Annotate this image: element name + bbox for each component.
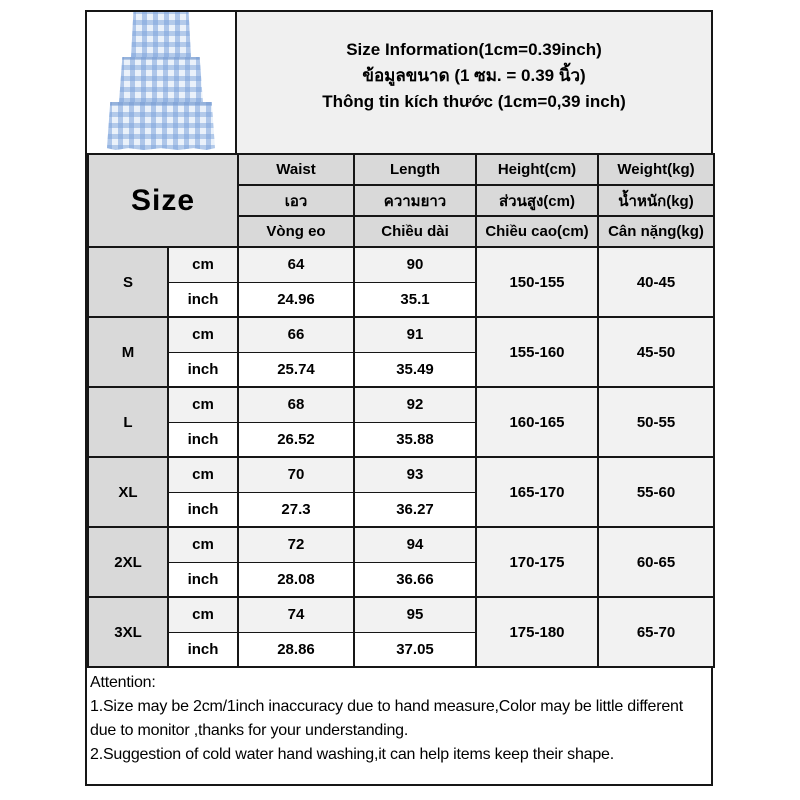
header-row-english xyxy=(88,154,714,185)
unit-inch: inch xyxy=(168,352,238,387)
unit-inch: inch xyxy=(168,282,238,317)
size-chart-sheet xyxy=(85,10,713,786)
title-thai: ข้อมูลขนาด (1 ซม. = 0.39 นิ้ว) xyxy=(362,65,586,85)
attention-note-1: 1.Size may be 2cm/1inch inaccuracy due to hand measure,Color may be little different due to monitor ,thanks for your understanding. xyxy=(90,698,683,739)
waist-inch-value: 28.08 xyxy=(238,562,354,597)
size-table xyxy=(87,153,715,668)
length-cm-value: 92 xyxy=(354,387,476,422)
table-row xyxy=(88,597,714,632)
length-inch-value: 36.66 xyxy=(354,562,476,597)
length-inch-value: 36.27 xyxy=(354,492,476,527)
length-header-vi: Chiều dài xyxy=(354,216,476,247)
table-row xyxy=(88,317,714,352)
height-header-vi: Chiều cao(cm) xyxy=(476,216,598,247)
weight-header-th: น้ำหนัก(kg) xyxy=(598,185,714,216)
size-label-m: M xyxy=(88,317,168,387)
title-english: Size Information(1cm=0.39inch) xyxy=(346,39,602,59)
size-label-s: S xyxy=(88,247,168,317)
weight-range: 40-45 xyxy=(598,247,714,317)
size-label-xl: XL xyxy=(88,457,168,527)
title-block xyxy=(237,12,711,153)
height-header-th: ส่วนสูง(cm) xyxy=(476,185,598,216)
length-inch-value: 37.05 xyxy=(354,632,476,667)
waist-cm-value: 66 xyxy=(238,317,354,352)
length-header-en: Length xyxy=(354,154,476,185)
waist-header-en: Waist xyxy=(238,154,354,185)
weight-range: 45-50 xyxy=(598,317,714,387)
waist-inch-value: 27.3 xyxy=(238,492,354,527)
weight-range: 50-55 xyxy=(598,387,714,457)
title-vietnamese: Thông tin kích thước (1cm=0,39 inch) xyxy=(322,91,626,111)
height-range: 175-180 xyxy=(476,597,598,667)
unit-cm: cm xyxy=(168,597,238,632)
unit-cm: cm xyxy=(168,387,238,422)
attention-heading: Attention: xyxy=(90,674,156,691)
weight-header-vi: Cân nặng(kg) xyxy=(598,216,714,247)
length-cm-value: 91 xyxy=(354,317,476,352)
height-range: 165-170 xyxy=(476,457,598,527)
attention-notes xyxy=(87,668,711,784)
weight-range: 65-70 xyxy=(598,597,714,667)
waist-header-th: เอว xyxy=(238,185,354,216)
length-cm-value: 93 xyxy=(354,457,476,492)
height-range: 150-155 xyxy=(476,247,598,317)
length-header-th: ความยาว xyxy=(354,185,476,216)
weight-range: 60-65 xyxy=(598,527,714,597)
unit-inch: inch xyxy=(168,632,238,667)
skirt-tier-top xyxy=(131,12,191,58)
skirt-seam xyxy=(119,57,203,60)
waist-cm-value: 64 xyxy=(238,247,354,282)
height-range: 155-160 xyxy=(476,317,598,387)
skirt-tier-middle xyxy=(119,57,203,103)
waist-cm-value: 68 xyxy=(238,387,354,422)
table-row xyxy=(88,457,714,492)
size-header-cell: Size xyxy=(88,154,238,247)
size-label-l: L xyxy=(88,387,168,457)
height-header-en: Height(cm) xyxy=(476,154,598,185)
unit-inch: inch xyxy=(168,422,238,457)
size-label-3xl: 3XL xyxy=(88,597,168,667)
waist-inch-value: 26.52 xyxy=(238,422,354,457)
length-cm-value: 94 xyxy=(354,527,476,562)
waist-header-vi: Vòng eo xyxy=(238,216,354,247)
waist-cm-value: 70 xyxy=(238,457,354,492)
unit-cm: cm xyxy=(168,527,238,562)
height-range: 160-165 xyxy=(476,387,598,457)
length-cm-value: 90 xyxy=(354,247,476,282)
product-image xyxy=(87,12,237,153)
attention-note-2: 2.Suggestion of cold water hand washing,it can help items keep their shape. xyxy=(90,746,615,763)
length-inch-value: 35.49 xyxy=(354,352,476,387)
unit-cm: cm xyxy=(168,317,238,352)
unit-cm: cm xyxy=(168,457,238,492)
waist-inch-value: 25.74 xyxy=(238,352,354,387)
skirt-seam xyxy=(107,102,215,105)
length-cm-value: 95 xyxy=(354,597,476,632)
length-inch-value: 35.88 xyxy=(354,422,476,457)
size-label-2xl: 2XL xyxy=(88,527,168,597)
skirt-tier-bottom xyxy=(107,102,215,150)
table-row xyxy=(88,247,714,282)
waist-cm-value: 74 xyxy=(238,597,354,632)
weight-header-en: Weight(kg) xyxy=(598,154,714,185)
skirt-illustration xyxy=(101,12,221,152)
waist-inch-value: 28.86 xyxy=(238,632,354,667)
waist-cm-value: 72 xyxy=(238,527,354,562)
height-range: 170-175 xyxy=(476,527,598,597)
weight-range: 55-60 xyxy=(598,457,714,527)
waist-inch-value: 24.96 xyxy=(238,282,354,317)
length-inch-value: 35.1 xyxy=(354,282,476,317)
unit-inch: inch xyxy=(168,492,238,527)
top-section xyxy=(87,12,711,153)
unit-cm: cm xyxy=(168,247,238,282)
unit-inch: inch xyxy=(168,562,238,597)
table-row xyxy=(88,527,714,562)
table-row xyxy=(88,387,714,422)
